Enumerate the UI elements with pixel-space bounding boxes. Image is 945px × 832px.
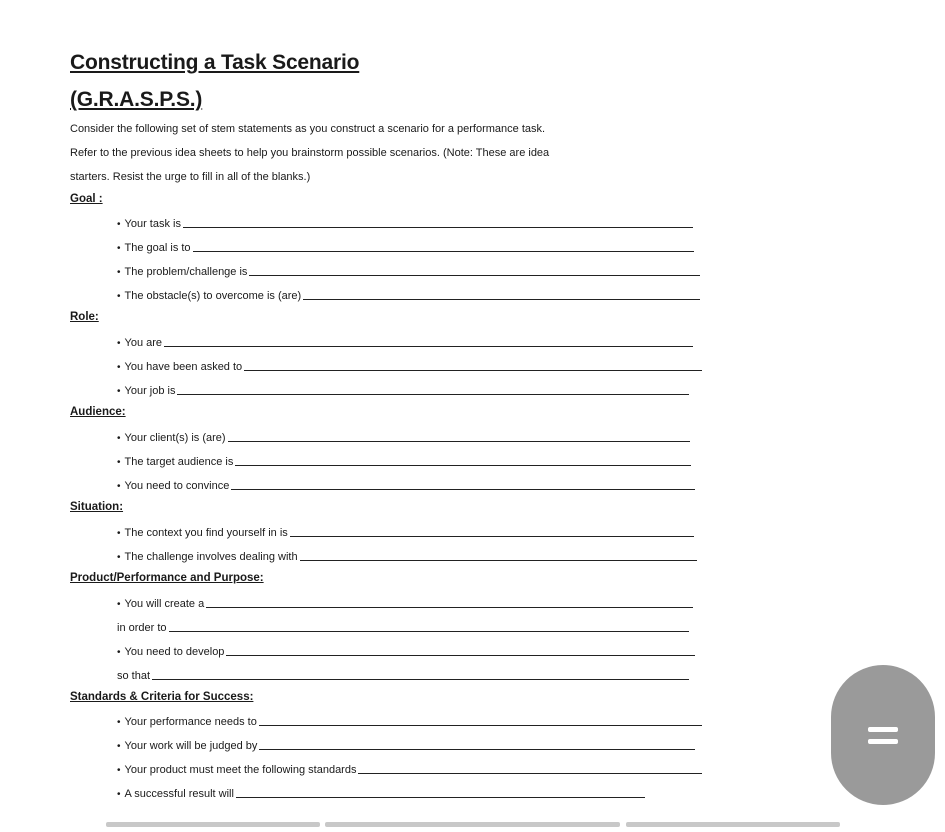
- blank-line[interactable]: [228, 440, 690, 442]
- bullet-icon: •: [117, 457, 121, 468]
- scroll-handle[interactable]: [831, 665, 935, 805]
- list-item: [117, 738, 695, 752]
- blank-line[interactable]: [206, 606, 693, 608]
- intro-line: Consider the following set of stem statements as you construct a scenario for a performance task.: [70, 123, 546, 135]
- item-label: Your performance needs to: [124, 716, 257, 728]
- item-label: The problem/challenge is: [124, 266, 248, 278]
- section-heading-goal: Goal :: [70, 193, 103, 205]
- list-item: [117, 644, 695, 658]
- bullet-icon: •: [117, 528, 121, 539]
- bullet-icon: •: [117, 789, 121, 800]
- grip-icon: [868, 727, 898, 744]
- list-item: [117, 786, 645, 800]
- bullet-icon: •: [117, 433, 121, 444]
- page-subtitle: (G.R.A.S.P.S.): [70, 88, 203, 111]
- page-title: Constructing a Task Scenario: [70, 51, 360, 74]
- item-label: You are: [124, 337, 163, 349]
- bullet-icon: •: [117, 291, 121, 302]
- bullet-icon: •: [117, 765, 121, 776]
- bullet-icon: •: [117, 717, 121, 728]
- blank-line[interactable]: [244, 369, 702, 371]
- intro-line: starters. Resist the urge to fill in all of the blanks.): [70, 171, 311, 183]
- blank-line[interactable]: [152, 678, 689, 680]
- blank-line[interactable]: [259, 724, 702, 726]
- page-indicator-bar[interactable]: [325, 822, 620, 827]
- item-label: The goal is to: [124, 242, 191, 254]
- bullet-icon: •: [117, 243, 121, 254]
- blank-line[interactable]: [235, 464, 691, 466]
- list-item: [117, 264, 700, 278]
- blank-line[interactable]: [231, 488, 695, 490]
- item-label: The challenge involves dealing with: [124, 551, 298, 563]
- list-item: [117, 525, 694, 539]
- bullet-icon: •: [117, 741, 121, 752]
- bullet-icon: •: [117, 647, 121, 658]
- list-item: [117, 216, 693, 230]
- list-item: [117, 714, 702, 728]
- page-indicator-bar[interactable]: [626, 822, 840, 827]
- item-label: Your job is: [124, 385, 176, 397]
- list-item: [117, 454, 691, 468]
- section-heading-standards: Standards & Criteria for Success:: [70, 691, 254, 703]
- blank-line[interactable]: [164, 345, 693, 347]
- blank-line[interactable]: [226, 654, 695, 656]
- blank-line[interactable]: [177, 393, 689, 395]
- list-item: [117, 478, 695, 492]
- list-item: [117, 549, 697, 563]
- intro-line: Refer to the previous idea sheets to help you brainstorm possible scenarios. (Note: These are idea: [70, 147, 550, 159]
- list-item: [117, 335, 693, 349]
- section-heading-audience: Audience:: [70, 406, 126, 418]
- item-label: You need to convince: [124, 480, 230, 492]
- blank-line[interactable]: [358, 772, 702, 774]
- section-heading-product: Product/Performance and Purpose:: [70, 572, 264, 584]
- item-label: Your client(s) is (are): [124, 432, 226, 444]
- item-label: in order to: [117, 622, 167, 634]
- list-item: [117, 430, 690, 444]
- bullet-icon: •: [117, 338, 121, 349]
- bullet-icon: •: [117, 481, 121, 492]
- bullet-icon: •: [117, 552, 121, 563]
- item-label: You will create a: [124, 598, 205, 610]
- list-item: [117, 288, 700, 302]
- list-item: [117, 240, 694, 254]
- section-heading-situation: Situation:: [70, 501, 124, 513]
- item-label: Your product must meet the following standards: [124, 764, 357, 776]
- list-item: [117, 596, 693, 610]
- list-item: [117, 359, 702, 373]
- bullet-icon: •: [117, 219, 121, 230]
- item-label: A successful result will: [124, 788, 234, 800]
- item-label: so that: [117, 670, 151, 682]
- item-label: Your task is: [124, 218, 181, 230]
- item-label: You have been asked to: [124, 361, 243, 373]
- list-item: [117, 762, 702, 776]
- list-item: [117, 383, 689, 397]
- bullet-icon: •: [117, 599, 121, 610]
- list-item: [117, 668, 689, 682]
- blank-line[interactable]: [169, 630, 689, 632]
- item-label: The context you find yourself in is: [124, 527, 288, 539]
- page-indicator-bar[interactable]: [106, 822, 320, 827]
- blank-line[interactable]: [303, 298, 700, 300]
- blank-line[interactable]: [249, 274, 700, 276]
- item-label: The target audience is: [124, 456, 234, 468]
- list-item: [117, 620, 689, 634]
- item-label: Your work will be judged by: [124, 740, 258, 752]
- section-heading-role: Role:: [70, 311, 99, 323]
- bullet-icon: •: [117, 362, 121, 373]
- blank-line[interactable]: [193, 250, 694, 252]
- blank-line[interactable]: [236, 796, 645, 798]
- bullet-icon: •: [117, 267, 121, 278]
- blank-line[interactable]: [290, 535, 694, 537]
- item-label: You need to develop: [124, 646, 225, 658]
- blank-line[interactable]: [183, 226, 693, 228]
- item-label: The obstacle(s) to overcome is (are): [124, 290, 302, 302]
- blank-line[interactable]: [300, 559, 697, 561]
- blank-line[interactable]: [259, 748, 695, 750]
- bullet-icon: •: [117, 386, 121, 397]
